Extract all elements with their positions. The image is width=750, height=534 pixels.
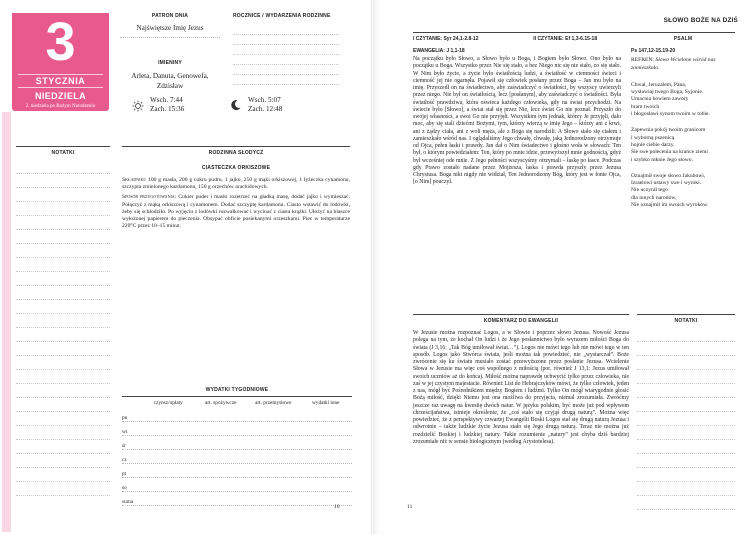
method-label: Sposób przygotowania xyxy=(122,194,175,201)
sunset-time: Zach. 15:36 xyxy=(150,105,185,113)
expenses-row-mon: pn xyxy=(122,415,128,421)
moonrise-time: Wsch. 5:07 xyxy=(248,96,281,104)
right-page-title: SŁOWO BOŻE NA DZIŚ xyxy=(663,17,738,24)
moon-icon xyxy=(230,98,242,110)
anniversaries-block xyxy=(233,13,339,85)
page-number-right: 11 xyxy=(407,504,413,510)
psalm-line: dla innych narodów, xyxy=(631,194,677,201)
expenses-row-sat: so xyxy=(122,485,127,491)
patron-header: PATRON DNIA xyxy=(151,13,189,19)
psalm-line: Izraelowi ustawy swe i wyroki. xyxy=(631,180,702,187)
ingredients-label: Składniki xyxy=(122,177,145,183)
recipe-block xyxy=(122,146,350,230)
gospel-text: Na początku było Słowo, a Słowo było u Boga, i Bogiem było Słowo. Ono było na początku u Boga. Wszystko przez Nie się stało, a bez Niego nic się nie stało, co się stało. W Nim było życie, a życie było światłością ludzi, a światłość w ciemności świeci i ciemność jej nie ogarnęła. Pojawił się człowiek posłany przez Boga – Jan mu było na imię. Przyszedł on na świadectwo, aby zaświadczyć o światłości, by wszyscy uwierzyli przez niego. Nie był on światłością, lecz [posłanym], aby zaświadczyć o światłości. Była światłość prawdziwa, która oświeca każdego człowieka, gdy na świat przychodzi. Na świecie było [Słowo], a świat stał się przez Nie, lecz świat Go nie poznał. Przyszło do swojej własności, a swoi Go nie przyjęli. Wszystkim tym jednak, którzy Je przyjęli, dało moc, aby się stali dziećmi Bożymi, tym, którzy wierzą w imię Jego – którzy ani z krwi, ani z żądzy ciała, ani z woli męża, ale z Boga się narodzili. A Słowo stało się ciałem i zamieszkało wśród nas. I oglądaliśmy Jego chwałę, chwałę, jaką Jednorodzony otrzymuje od Ojca, pełen łaski i prawdy. Jan dał o Nim świadectwo i głośno woła w słowach: Ten był, o którym powiedziałem: Ten, który po mnie idzie, przewyższył mnie godnością, gdyż był wcześniej ode mnie. Z Jego pełności wszyscyśmy otrzymali – łaskę po łasce. Podczas gdy Prawo zostało nadane przez Mojżesza, łaska i prawda przyszły przez Jezusa Chrystusa. Boga nikt nigdy nie widział, Ten Jednorodzony Bóg, który jest w łonie Ojca, [o Nim] pouczył. xyxy=(413,56,621,186)
expenses-row-sum: suma xyxy=(122,499,134,505)
psalm-line: i wyborną pszenicą xyxy=(631,134,675,141)
sun-moon-row xyxy=(120,96,350,122)
expenses-row-wed: śr xyxy=(122,443,126,449)
patron-block xyxy=(120,13,220,38)
recipe-title: CIASTECZKA ORKISZOWE xyxy=(201,165,271,171)
ingredients-text: : 100 g masła, 200 g cukru pudru, 1 jajko, 250 g mąki orkiszowej, 1 łyżeczka cynamonu, szczypta zmielonego kardamonu, 150 g orzechów arachidowych. xyxy=(122,177,350,191)
namedays-block xyxy=(120,60,220,91)
expenses-row-tue: wt xyxy=(122,429,128,435)
namedays-value: Arleta, Danuta, Genowefa, Zdzisław xyxy=(131,72,209,90)
expenses-row-fri: pt xyxy=(122,471,127,477)
moonset-time: Zach. 12:48 xyxy=(248,105,283,113)
expenses-row-thu: cz xyxy=(122,457,127,463)
psalm-line: Śle swe polecenia na krańce ziemi xyxy=(631,149,708,156)
notes-left xyxy=(16,146,110,496)
psalm-stanza-2 xyxy=(631,127,735,163)
gospel-ref: J 1,1-18 xyxy=(446,48,465,54)
psalm-line: Nie uczynił tego xyxy=(631,187,668,194)
reading2-ref: Ef 1,3-6.15-18 xyxy=(565,36,598,42)
recipe-section-header: RODZINNA SŁODYCZ xyxy=(208,150,264,156)
psalm-header: PSALM xyxy=(673,36,693,42)
gospel-block xyxy=(413,48,621,187)
commentary-block xyxy=(413,314,629,446)
anniversaries-header: ROCZNICE / WYDARZENIA RODZINNE xyxy=(233,13,331,19)
sun-icon xyxy=(132,99,144,111)
reading1-ref: Syr 24,1-2.8-12 xyxy=(443,36,479,42)
gospel-label: EWANGELIA: xyxy=(413,48,445,54)
right-page xyxy=(373,0,750,534)
sunrise-time: Wsch. 7:44 xyxy=(150,96,183,104)
expenses-col-rent: czynsz/opłaty xyxy=(153,400,183,406)
psalm-line: i błogosławi synom twoim w tobie. xyxy=(631,111,710,118)
psalm-refrain: Słowo Wcielone wśród nas zamieszkało. xyxy=(631,57,716,71)
readings-header xyxy=(413,32,650,42)
liturgical-subtitle: 2. niedziela po Bożym Narodzeniu xyxy=(25,104,96,109)
psalm-line: wysławiaj twego Boga, Syjonie. xyxy=(631,89,704,96)
notes-right-header: NOTATKI xyxy=(674,318,698,324)
psalm-block xyxy=(631,48,735,209)
expenses-col-other: wydatki inne xyxy=(311,400,340,406)
month-label: STYCZNIA xyxy=(18,74,103,88)
expenses-col-industrial: art. przemysłowe xyxy=(255,400,292,406)
psalm-stanza-1 xyxy=(631,82,735,118)
expenses-col-food: art. spożywcze xyxy=(205,400,237,406)
psalm-line: Umacnia bowiem zawory xyxy=(631,96,689,103)
reading1-label: I CZYTANIE: xyxy=(413,36,443,42)
notes-right xyxy=(637,314,735,510)
namedays-header: IMIENINY xyxy=(158,60,182,66)
psalm-stanza-3 xyxy=(631,173,735,209)
commentary-header: KOMENTARZ DO EWANGELII xyxy=(483,318,559,324)
left-page xyxy=(0,0,372,534)
patron-value: Najświętsze Imię Jezus xyxy=(136,24,204,32)
psalm-line: hojnie ciebie darzy. xyxy=(631,141,675,148)
reading2-label: II CZYTANIE: xyxy=(533,36,564,42)
psalm-line: i szybko mknie Jego słowo. xyxy=(631,156,693,163)
method-text: : Cukier puder i masło rozetrzeć na gładką masę, dodać jajko i wymieszać. Połączyć z mąką orkiszową i cynamonem. Dodać szczyptę kardamonu. Ciasto wstawić do lodówki, żeby się schłodziło. Po wyjęciu z lodówki rozwałkować i wycinać z ciasta krążki. Ułożyć na blaszce wyłożonej papierem do pieczenia. Obsypać obficie posiekanymi orzeszkami. Piec w temperaturze 220°C przez 10–15 minut. xyxy=(122,194,350,230)
psalm-refrain-label: REFREN: xyxy=(631,57,655,64)
left-margin-strip xyxy=(2,112,11,532)
psalm-header-block xyxy=(631,32,735,42)
date-box xyxy=(12,13,109,111)
psalm-line: Oznajmił swoje słowo Jakubowi, xyxy=(631,172,706,179)
psalm-line: Chwal, Jeruzalem, Pana, xyxy=(631,81,687,88)
page-number-left: 10 xyxy=(334,504,340,510)
notes-left-header: NOTATKI xyxy=(51,150,75,156)
psalm-line: Zapewnia pokój twoim granicom xyxy=(631,127,706,134)
psalm-line: Nie oznajmił im swoich wyroków. xyxy=(631,202,709,209)
psalm-line: bram twoich xyxy=(631,103,660,110)
weekly-expenses xyxy=(122,382,352,506)
day-number: 3 xyxy=(45,12,76,72)
commentary-text: W Jezusie można rozpoznać Logos, a w Słowie i poprzez słowo Jezusa. Nowość Jezusa polega na tym, że kochał On ludzi i że Jego posłannictwo było wyrazem miłości Boga do świata (J 3,16: „Tak Bóg umiłował świat…”). Logos nie mówi tego lub nie mówi tego w ten sposób. Logos jako Stwórca świata, jeśli można tak powiedzieć, nie „wystarczał”. Boże zwrócenie się ku światu musiało zostać przewyższone przez posłanie Jezusa. Wcielenie Słowa w Jezusie ma więc coś wspólnego z miłością (por. również J 13,1: Jezus umiłował swoich uczniów aż do końca). Miłość można naprawdę uchwycić tylko przez człowieka, nie zaś w jej czystym majestacie. Również List do Hebrajczyków mówi, że tylko człowiek, jeden z nas, mógł być Pośrednikiem między Bogiem i ludźmi. Tylko On mógł wiarygodnie głosić Bożą miłość, dzięki Niemu jest ona możliwa do przyjęcia, niemal zrozumiała. Zwróćmy jeszcze raz uwagę na kwestię dwóch natur. W języku polskim, być może już pod wpływem chrześcijaństwa, istnieje określenie, że „coś stało się czyjąś drugą naturą”. Można więc powiedzieć, że z perspektywy czwartej Ewangelii Boski Logos stał się drugą naturą Jezusa i odwrotnie – także ludzkie życie Jezusa stało się Jego drugą naturą. Teraz nie można już rozdzielić Boskiej i ludzkiej natury. Takie rozumienie „natury” jest chyba dziś bardziej zrozumiałe niż w sensie biologicznym (według Arystotelesa). xyxy=(413,330,629,445)
psalm-ref: Ps 147,12-15.19-20 xyxy=(631,48,676,54)
weekday-label: NIEDZIELA xyxy=(34,91,87,101)
expenses-title: WYDATKI TYGODNIOWE xyxy=(205,387,269,393)
